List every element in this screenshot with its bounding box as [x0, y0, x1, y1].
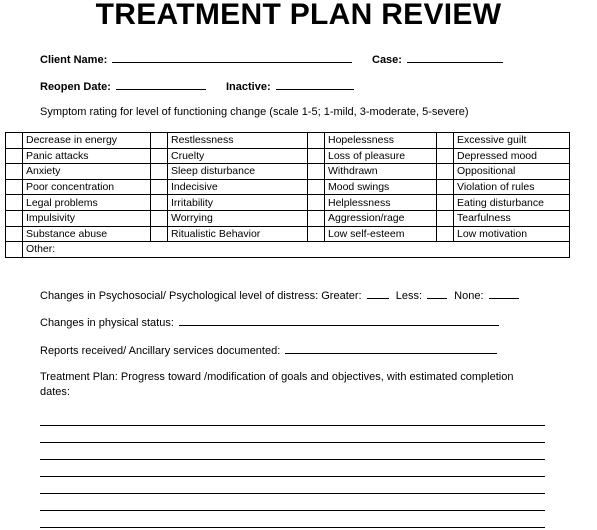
plan-blank-line[interactable] [40, 459, 545, 460]
symptom-label: Helplessness [325, 195, 437, 211]
symptom-label: Substance abuse [23, 226, 151, 242]
distress-less-label: Less: [395, 290, 423, 302]
symptom-label: Panic attacks [23, 148, 151, 164]
symptom-rating-cell[interactable] [151, 133, 168, 149]
distress-row [40, 288, 519, 302]
symptom-label: Tearfulness [454, 210, 570, 226]
case-label: Case: [372, 54, 402, 66]
symptom-rating-cell[interactable] [6, 242, 23, 258]
symptom-rating-cell[interactable] [6, 210, 23, 226]
symptom-row [6, 164, 570, 180]
symptom-label: Poor concentration [23, 179, 151, 195]
symptom-rating-cell[interactable] [151, 195, 168, 211]
case-field[interactable] [407, 52, 503, 63]
symptom-rating-cell[interactable] [6, 148, 23, 164]
plan-blank-line[interactable] [40, 442, 545, 443]
physical-field[interactable] [179, 315, 499, 326]
symptom-rating-cell[interactable] [6, 133, 23, 149]
plan-blank-line[interactable] [40, 527, 545, 528]
distress-none-field[interactable] [489, 288, 519, 299]
symptom-rating-cell[interactable] [437, 179, 454, 195]
client-name-row [40, 52, 352, 66]
symptom-rating-cell[interactable] [6, 164, 23, 180]
symptom-rating-cell[interactable] [437, 148, 454, 164]
inactive-label: Inactive: [226, 81, 271, 93]
symptom-row [6, 148, 570, 164]
symptom-label: Restlessness [168, 133, 308, 149]
plan-blank-line[interactable] [40, 510, 545, 511]
reports-field[interactable] [285, 343, 497, 354]
symptom-rating-cell[interactable] [437, 226, 454, 242]
symptom-label: Low self-esteem [325, 226, 437, 242]
symptom-rating-cell[interactable] [151, 210, 168, 226]
symptom-label: Withdrawn [325, 164, 437, 180]
symptom-rating-cell[interactable] [6, 179, 23, 195]
symptom-rating-cell[interactable] [437, 195, 454, 211]
plan-line1: Treatment Plan: Progress toward /modification of goals and objectives, with estimated completion [40, 371, 514, 383]
symptom-rating-cell[interactable] [151, 164, 168, 180]
symptom-rating-cell[interactable] [6, 226, 23, 242]
symptom-row [6, 179, 570, 195]
symptom-label: Indecisive [168, 179, 308, 195]
symptom-label: Eating disturbance [454, 195, 570, 211]
symptom-label: Ritualistic Behavior [168, 226, 308, 242]
symptom-rating-cell[interactable] [151, 226, 168, 242]
symptom-rating-cell[interactable] [437, 210, 454, 226]
symptom-label: Violation of rules [454, 179, 570, 195]
symptom-label: Worrying [168, 210, 308, 226]
distress-label: Changes in Psychosocial/ Psychological level of distress: Greater: [40, 290, 362, 302]
reports-row [40, 343, 497, 357]
symptom-label: Aggression/rage [325, 210, 437, 226]
plan-blank-line[interactable] [40, 476, 545, 477]
physical-row [40, 315, 499, 329]
symptom-rating-cell[interactable] [308, 164, 325, 180]
symptom-rating-cell[interactable] [151, 179, 168, 195]
symptom-label: Mood swings [325, 179, 437, 195]
symptom-label: Cruelty [168, 148, 308, 164]
symptom-rating-cell[interactable] [308, 210, 325, 226]
symptom-rating-cell[interactable] [308, 195, 325, 211]
symptom-rating-cell[interactable] [308, 226, 325, 242]
client-name-field[interactable] [112, 52, 352, 63]
inactive-field[interactable] [276, 79, 354, 90]
symptom-label: Decrease in energy [23, 133, 151, 149]
symptom-rating-cell[interactable] [151, 148, 168, 164]
symptom-label: Legal problems [23, 195, 151, 211]
client-name-label: Client Name: [40, 54, 108, 66]
symptom-rating-cell[interactable] [6, 195, 23, 211]
plan-blank-line[interactable] [40, 425, 545, 426]
physical-label: Changes in physical status: [40, 317, 174, 329]
symptom-other-label[interactable]: Other: [23, 242, 570, 258]
symptom-label: Impulsivity [23, 210, 151, 226]
plan-line2: dates: [40, 386, 70, 398]
symptom-table [5, 132, 570, 258]
symptom-row [6, 195, 570, 211]
symptom-label: Depressed mood [454, 148, 570, 164]
symptom-intro: Symptom rating for level of functioning change (scale 1-5; 1-mild, 3-moderate, 5-severe) [40, 106, 469, 118]
reopen-date-label: Reopen Date: [40, 81, 111, 93]
reopen-date-field[interactable] [116, 79, 206, 90]
plan-blank-line[interactable] [40, 493, 545, 494]
distress-none-label: None: [454, 290, 484, 302]
symptom-label: Loss of pleasure [325, 148, 437, 164]
inactive-row [226, 79, 354, 93]
reopen-date-row [40, 79, 206, 93]
symptom-label: Hopelessness [325, 133, 437, 149]
symptom-rating-cell[interactable] [308, 179, 325, 195]
case-row [372, 52, 503, 66]
symptom-row [6, 226, 570, 242]
symptom-rating-cell[interactable] [308, 133, 325, 149]
distress-less-field[interactable] [427, 288, 447, 299]
reports-label: Reports received/ Ancillary services documented: [40, 345, 281, 357]
symptom-label: Anxiety [23, 164, 151, 180]
symptom-other-row [6, 242, 570, 258]
distress-greater-field[interactable] [367, 288, 389, 299]
symptom-rating-cell[interactable] [437, 133, 454, 149]
symptom-label: Sleep disturbance [168, 164, 308, 180]
symptom-row [6, 210, 570, 226]
symptom-row [6, 133, 570, 149]
symptom-label: Irritability [168, 195, 308, 211]
symptom-label: Oppositional [454, 164, 570, 180]
symptom-rating-cell[interactable] [308, 148, 325, 164]
page-title: TREATMENT PLAN REVIEW [95, 0, 502, 31]
symptom-rating-cell[interactable] [437, 164, 454, 180]
symptom-label: Low motivation [454, 226, 570, 242]
symptom-label: Excessive guilt [454, 133, 570, 149]
